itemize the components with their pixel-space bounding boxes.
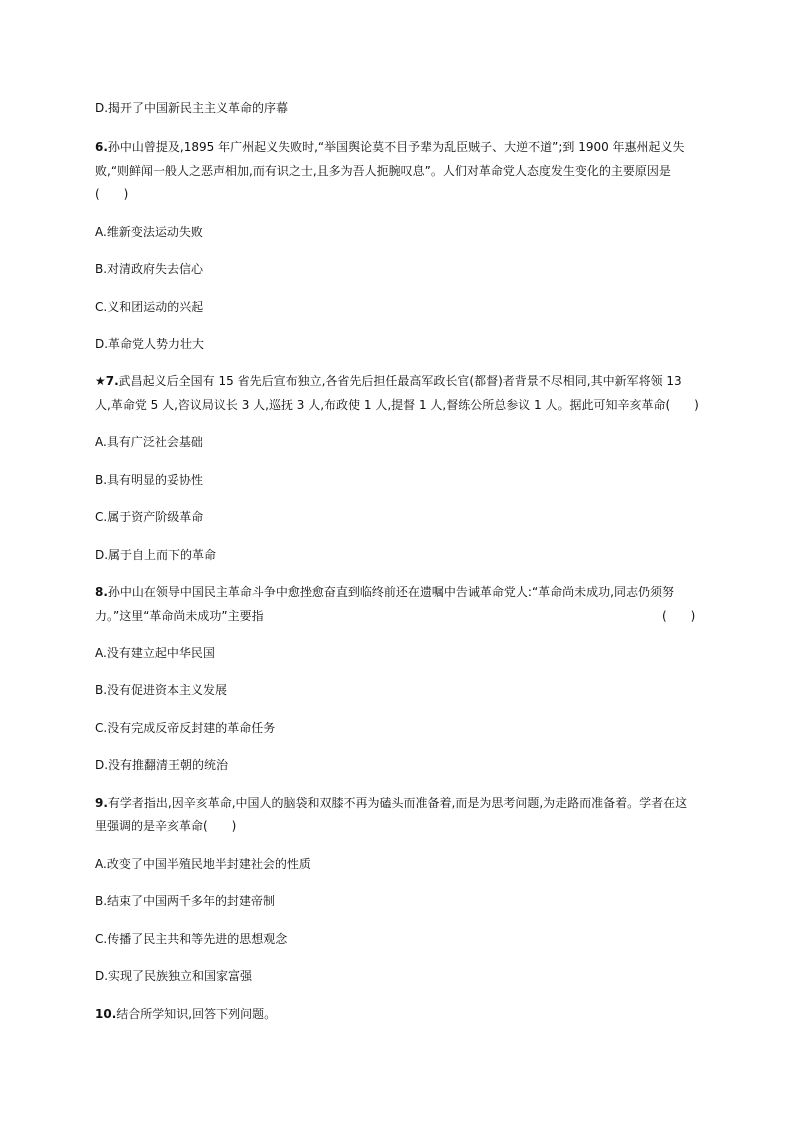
q7-stem-line-2: 人,革命党 5 人,咨议局议长 3 人,巡抚 3 人,布政使 1 人,提督 1 人,督练公所总参议 1 人。据此可知辛亥革命( ) <box>95 398 699 412</box>
q6-stem-line-1 <box>95 136 685 159</box>
q9-option-a: A.改变了中国半殖民地半封建社会的性质 <box>95 857 311 871</box>
q6-option-b: B.对清政府失去信心 <box>95 262 204 276</box>
q7-number: ★7. <box>95 374 119 388</box>
q10-number: 10. <box>95 1007 117 1021</box>
q8-option-b: B.没有促进资本主义发展 <box>95 683 228 697</box>
q8-option-d: D.没有推翻清王朝的统治 <box>95 758 229 772</box>
q9-stem-text-1: 有学者指出,因辛亥革命,中国人的脑袋和双膝不再为磕头而准备着,而是为思考问题,为走路而准备着。学者在这 <box>107 796 688 810</box>
q5-option-d: D.揭开了中国新民主主义革命的序幕 <box>95 101 289 115</box>
q10-stem-text-1: 结合所学知识,回答下列问题。 <box>116 1007 277 1021</box>
q6-option-a: A.维新变法运动失败 <box>95 225 203 239</box>
q6-number: 6. <box>95 140 108 154</box>
q7-option-b: B.具有明显的妥协性 <box>95 473 204 487</box>
q6-answer-paren: ( ) <box>95 187 129 201</box>
q9-option-d: D.实现了民族独立和国家富强 <box>95 969 253 983</box>
q9-option-b: B.结束了中国两千多年的封建帝制 <box>95 894 276 908</box>
q8-option-c: C.没有完成反帝反封建的革命任务 <box>95 721 276 735</box>
q8-stem-text-1: 孙中山在领导中国民主革命斗争中愈挫愈奋直到临终前还在遗嘱中告诫革命党人:“革命尚未成功,同志仍须努 <box>107 585 675 599</box>
q9-stem-line-2: 里强调的是辛亥革命( ) <box>95 819 237 833</box>
q7-option-c: C.属于资产阶级革命 <box>95 510 204 524</box>
q6-stem-line-2: 败,“则鲜闻一般人之恶声相加,而有识之士,且多为吾人扼腕叹息”。人们对革命党人态度发生变化的主要原因是 <box>95 164 671 178</box>
q8-number: 8. <box>95 585 108 599</box>
q7-stem-text-1: 武昌起义后全国有 15 省先后宣布独立,各省先后担任最高军政长官(都督)者背景不尽相同,其中新军将领 13 <box>118 374 682 388</box>
q6-option-d: D.革命党人势力壮大 <box>95 337 205 351</box>
q9-option-c: C.传播了民主共和等先进的思想观念 <box>95 932 288 946</box>
q6-stem-text-1: 孙中山曾提及,1895 年广州起义失败时,“举国舆论莫不目予辈为乱臣贼子、大逆不道”;到 1900 年惠州起义失 <box>107 140 685 154</box>
q8-stem-line-1 <box>95 581 674 604</box>
q7-stem-line-1 <box>95 370 682 393</box>
q9-stem-line-1 <box>95 792 687 815</box>
q10-stem-line-1 <box>95 1003 276 1026</box>
q7-option-d: D.属于自上而下的革命 <box>95 548 217 562</box>
q8-stem-line-2: 力。”这里“革命尚未成功”主要指 <box>95 609 264 623</box>
q6-option-c: C.义和团运动的兴起 <box>95 300 204 314</box>
q7-option-a: A.具有广泛社会基础 <box>95 435 203 449</box>
q8-option-a: A.没有建立起中华民国 <box>95 646 215 660</box>
q9-number: 9. <box>95 796 108 810</box>
q8-answer-paren: ( ) <box>662 609 696 623</box>
